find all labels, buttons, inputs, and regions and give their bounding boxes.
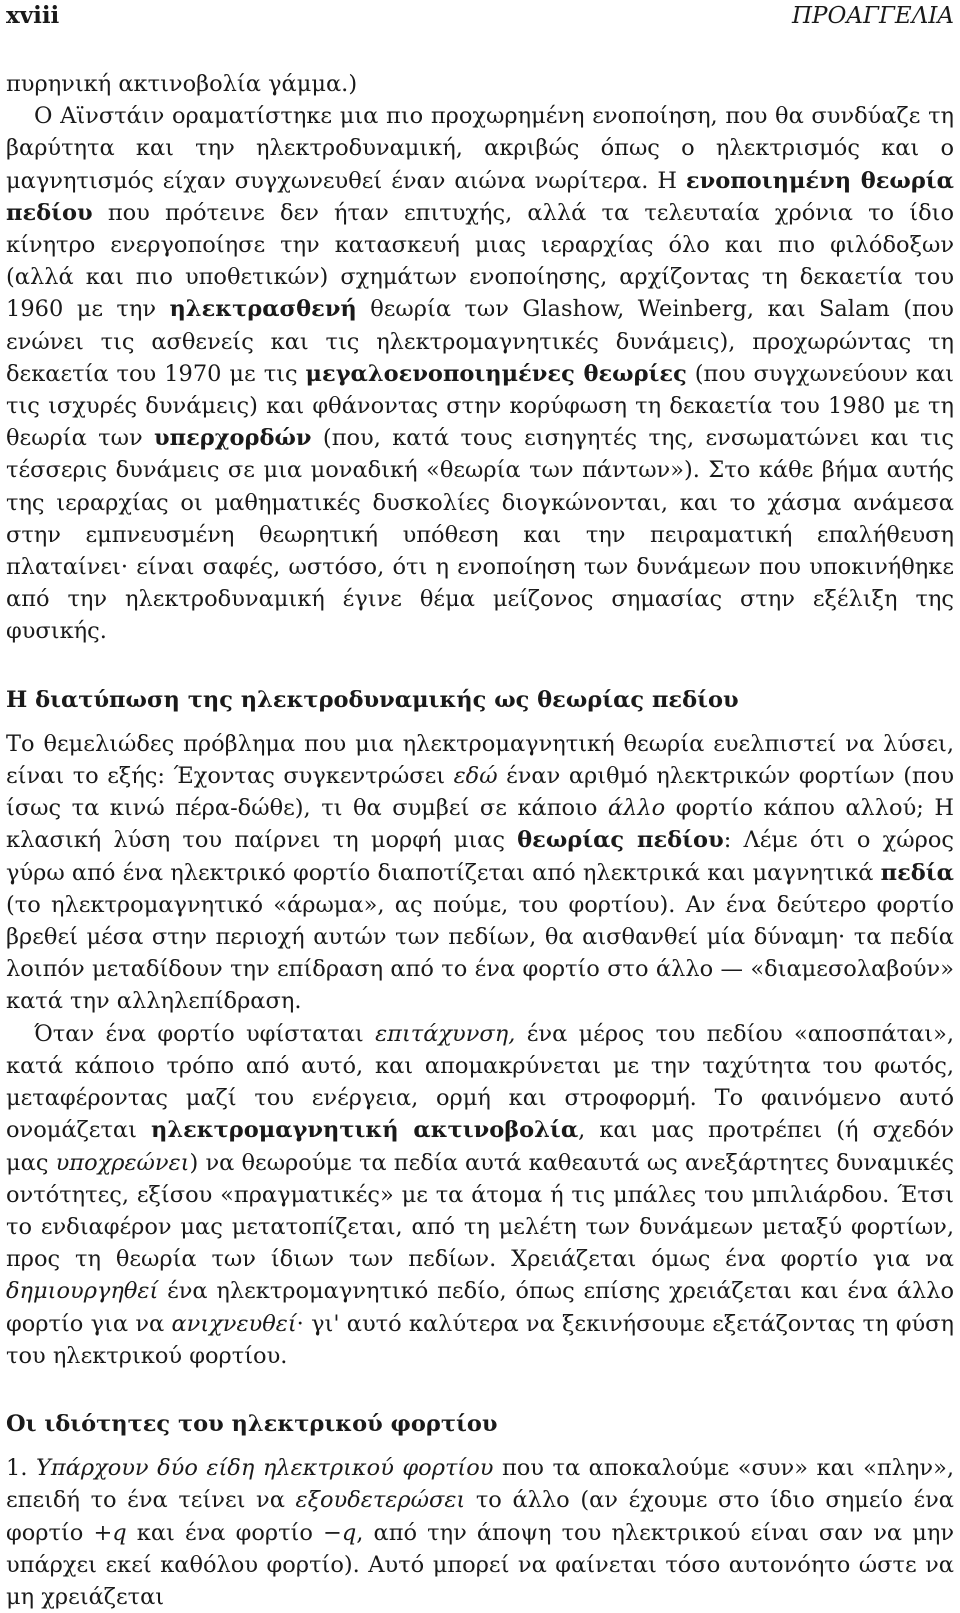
text-run: θεωρία των Glashow, Weinberg, και Salam (που ενώνει τις ασθενείς και τις ηλεκτρομαγνητικές δυνάμεις), προχωρώντας τη δεκαετία του 1970 με τις [6,296,954,387]
text-run: Όταν ένα φορτίο υφίσταται [34,1020,376,1047]
text-run: ) να θεωρούμε τα πεδία αυτά καθεαυτά ως ανεξάρτητες δυναμικές οντότητες, εξίσου «πραγματικές» με τα άτομα ή τις μπάλες του μπιλιάρδου. Έτσι το ενδιαφέρον μας μετατοπίζεται, από τη μελέτη των δυνάμεων μεταξύ φορτίων, προς τη θεωρία των ίδιων των πεδίων. Χρειάζεται όμως ένα φορτίο για να [6,1149,954,1273]
text-run: , από την άποψη του ηλεκτρικού είναι σαν να μην υπάρχει εκεί καθόλου φορτίο). Αυτό μπορεί να φαίνεται τόσο αυτονόητο ώστε να μη χρειάζεται [6,1519,954,1610]
paragraph-unification [6,100,954,647]
italic-term: Υπάρχουν δύο είδη ηλεκτρικού φορτίου [36,1455,494,1482]
bold-term: ενοποιημένη θεωρία πεδίου [6,167,954,226]
bold-term: ηλεκτρομαγνητική ακτινοβολία [150,1117,579,1144]
chapter-title: ΠΡΟΑΓΓΕΛΙΑ [791,3,954,29]
paragraph-radiation [6,1018,954,1372]
text-run: ένα ηλεκτρομαγνητικό πεδίο, όπως επίσης χρειάζεται και ένα άλλο φορτίο για να [6,1278,954,1337]
italic-term: εδώ [453,763,498,790]
list-number: 1. [6,1455,36,1482]
bold-term: υπερχορδών [154,425,312,452]
bold-term: μεγαλοενοποιημένες θεωρίες [305,360,687,387]
page-number: xviii [6,2,60,29]
bold-term: πεδία [880,859,954,886]
text-run: Το θεμελιώδες πρόβλημα που μια ηλεκτρομαγνητική θεωρία ευελπιστεί να λύσει, είναι το εξής: Έχοντας συγκεντρώσει [6,730,954,790]
text-run: : Λέμε ότι ο χώρος γύρω από ένα ηλεκτρικό φορτίο διαποτίζεται από ηλεκτρικά και μαγνητικά [6,827,955,886]
section-heading-field-theory: Η διατύπωση της ηλεκτροδυναμικής ως θεωρίας πεδίου [6,686,739,713]
italic-term: ανιχνευθεί [171,1310,297,1337]
section-heading-charge-properties: Οι ιδιότητες του ηλεκτρικού φορτίου [6,1410,498,1437]
paragraph-field-theory [6,728,954,1018]
bold-term: ηλεκτρασθενή [169,296,357,323]
text-run: και ένα φορτίο [126,1519,324,1546]
running-head [6,0,954,40]
text-run: , και μας προτρέπει (ή σχεδόν μας [6,1117,954,1176]
paragraph-continuation [6,68,954,100]
italic-term: δημιουργηθεί [6,1278,159,1305]
text-run: πυρηνική ακτινοβολία γάμμα.) [6,71,358,97]
text-run: το άλλο (αν έχουμε στο ίδιο σημείο ένα φορτίο [6,1487,954,1546]
text-run: · γι' αυτό καλύτερα να ξεκινήσουμε εξετάζοντας τη φύση του ηλεκτρικού φορτίου. [6,1310,954,1369]
text-run: που τα αποκαλούμε «συν» και «πλην», επειδή το ένα τείνει να [6,1455,954,1514]
text-run: (το ηλεκτρομαγνητικό «άρωμα», ας πούμε, του φορτίου). Αν ένα δεύτερο φορτίο βρεθεί μέσα στην περιοχή αυτών των πεδίων, θα αισθανθεί μία δύναμη· τα πεδία λοιπόν μεταδίδουν την επίδραση από το ένα φορτίο στο άλλο — «διαμεσολαβούν» κατά την αλληλεπίδραση. [6,891,954,1015]
text-run: (που, κατά τους εισηγητές της, ενσωματώνει και τις τέσσερις δυνάμεις σε μια μοναδική «θεωρία των πάντων»). Στο κάθε βήμα αυτής της ιεραρχίας οι μαθηματικές δυσκολίες διογκώνονται, και το χάσμα ανάμεσα στην εμπνευσμένη θεωρητική υπόθεση και την πειραματική επαλήθευση πλαταίνει· είναι σαφές, ωστόσο, ότι η ενοποίηση των δυνάμεων που υποκινήθηκε από την ηλεκτροδυναμική έγινε θέμα μείζονος σημασίας στην εξέλιξη της φυσικής. [6,425,954,645]
text-run: (που συγχωνεύουν και τις ισχυρές δυνάμεις) και φθάνοντας στην κορύφωση τη δεκαετία του 1980 με τη θεωρία των [6,360,954,452]
math-plus-q: +q [93,1519,127,1546]
italic-term: υποχρεώνει [55,1149,190,1176]
body-text [6,68,954,1613]
text-run: έναν αριθμό ηλεκτρικών φορτίων (που ίσως τα κινώ πέρα-δώθε), τι θα συμβεί σε κάποιο [6,763,954,822]
italic-term: επιτάχυνση, [375,1020,516,1047]
text-run: φορτίο κάπου αλλού; Η κλασική λύση του παίρνει τη μορφή μιας [6,795,954,854]
italic-term: εξουδετερώσει [295,1487,466,1514]
text-run: που πρότεινε δεν ήταν επιτυχής, αλλά τα τελευταία χρόνια το ίδιο κίνητρο ενεργοποίησε την κατασκευή μιας ιεραρχίας όλο και πιο φιλόδοξων (αλλά και πιο υποθετικών) σχημάτων ενοποίησης, αρχίζοντας τη δεκαετία του 1960 με την [6,199,954,323]
italic-term: άλλο [607,795,666,822]
paragraph-charge-types [6,1452,954,1613]
bold-term: θεωρίας πεδίου [517,827,724,854]
text-run: ένα μέρος του πεδίου «αποσπάται», κατά κάποιο τρόπο από αυτό, και απομακρύνεται με την ταχύτητα του φωτός, μεταφέροντας μαζί του ενέργεια, ορμή και στροφορμή. Το φαινόμενο αυτό ονομάζεται [6,1020,954,1144]
text-run: Ο Αϊνστάιν οραματίστηκε μια πιο προχωρημένη ενοποίηση, που θα συνδύαζε τη βαρύτητα και την ηλεκτροδυναμική, ακριβώς όπως ο ηλεκτρισμός και ο μαγνητισμός είχαν συγχωνευθεί έναν αιώνα νωρίτερα. Η [6,103,954,194]
math-minus-q: −q [323,1519,357,1546]
